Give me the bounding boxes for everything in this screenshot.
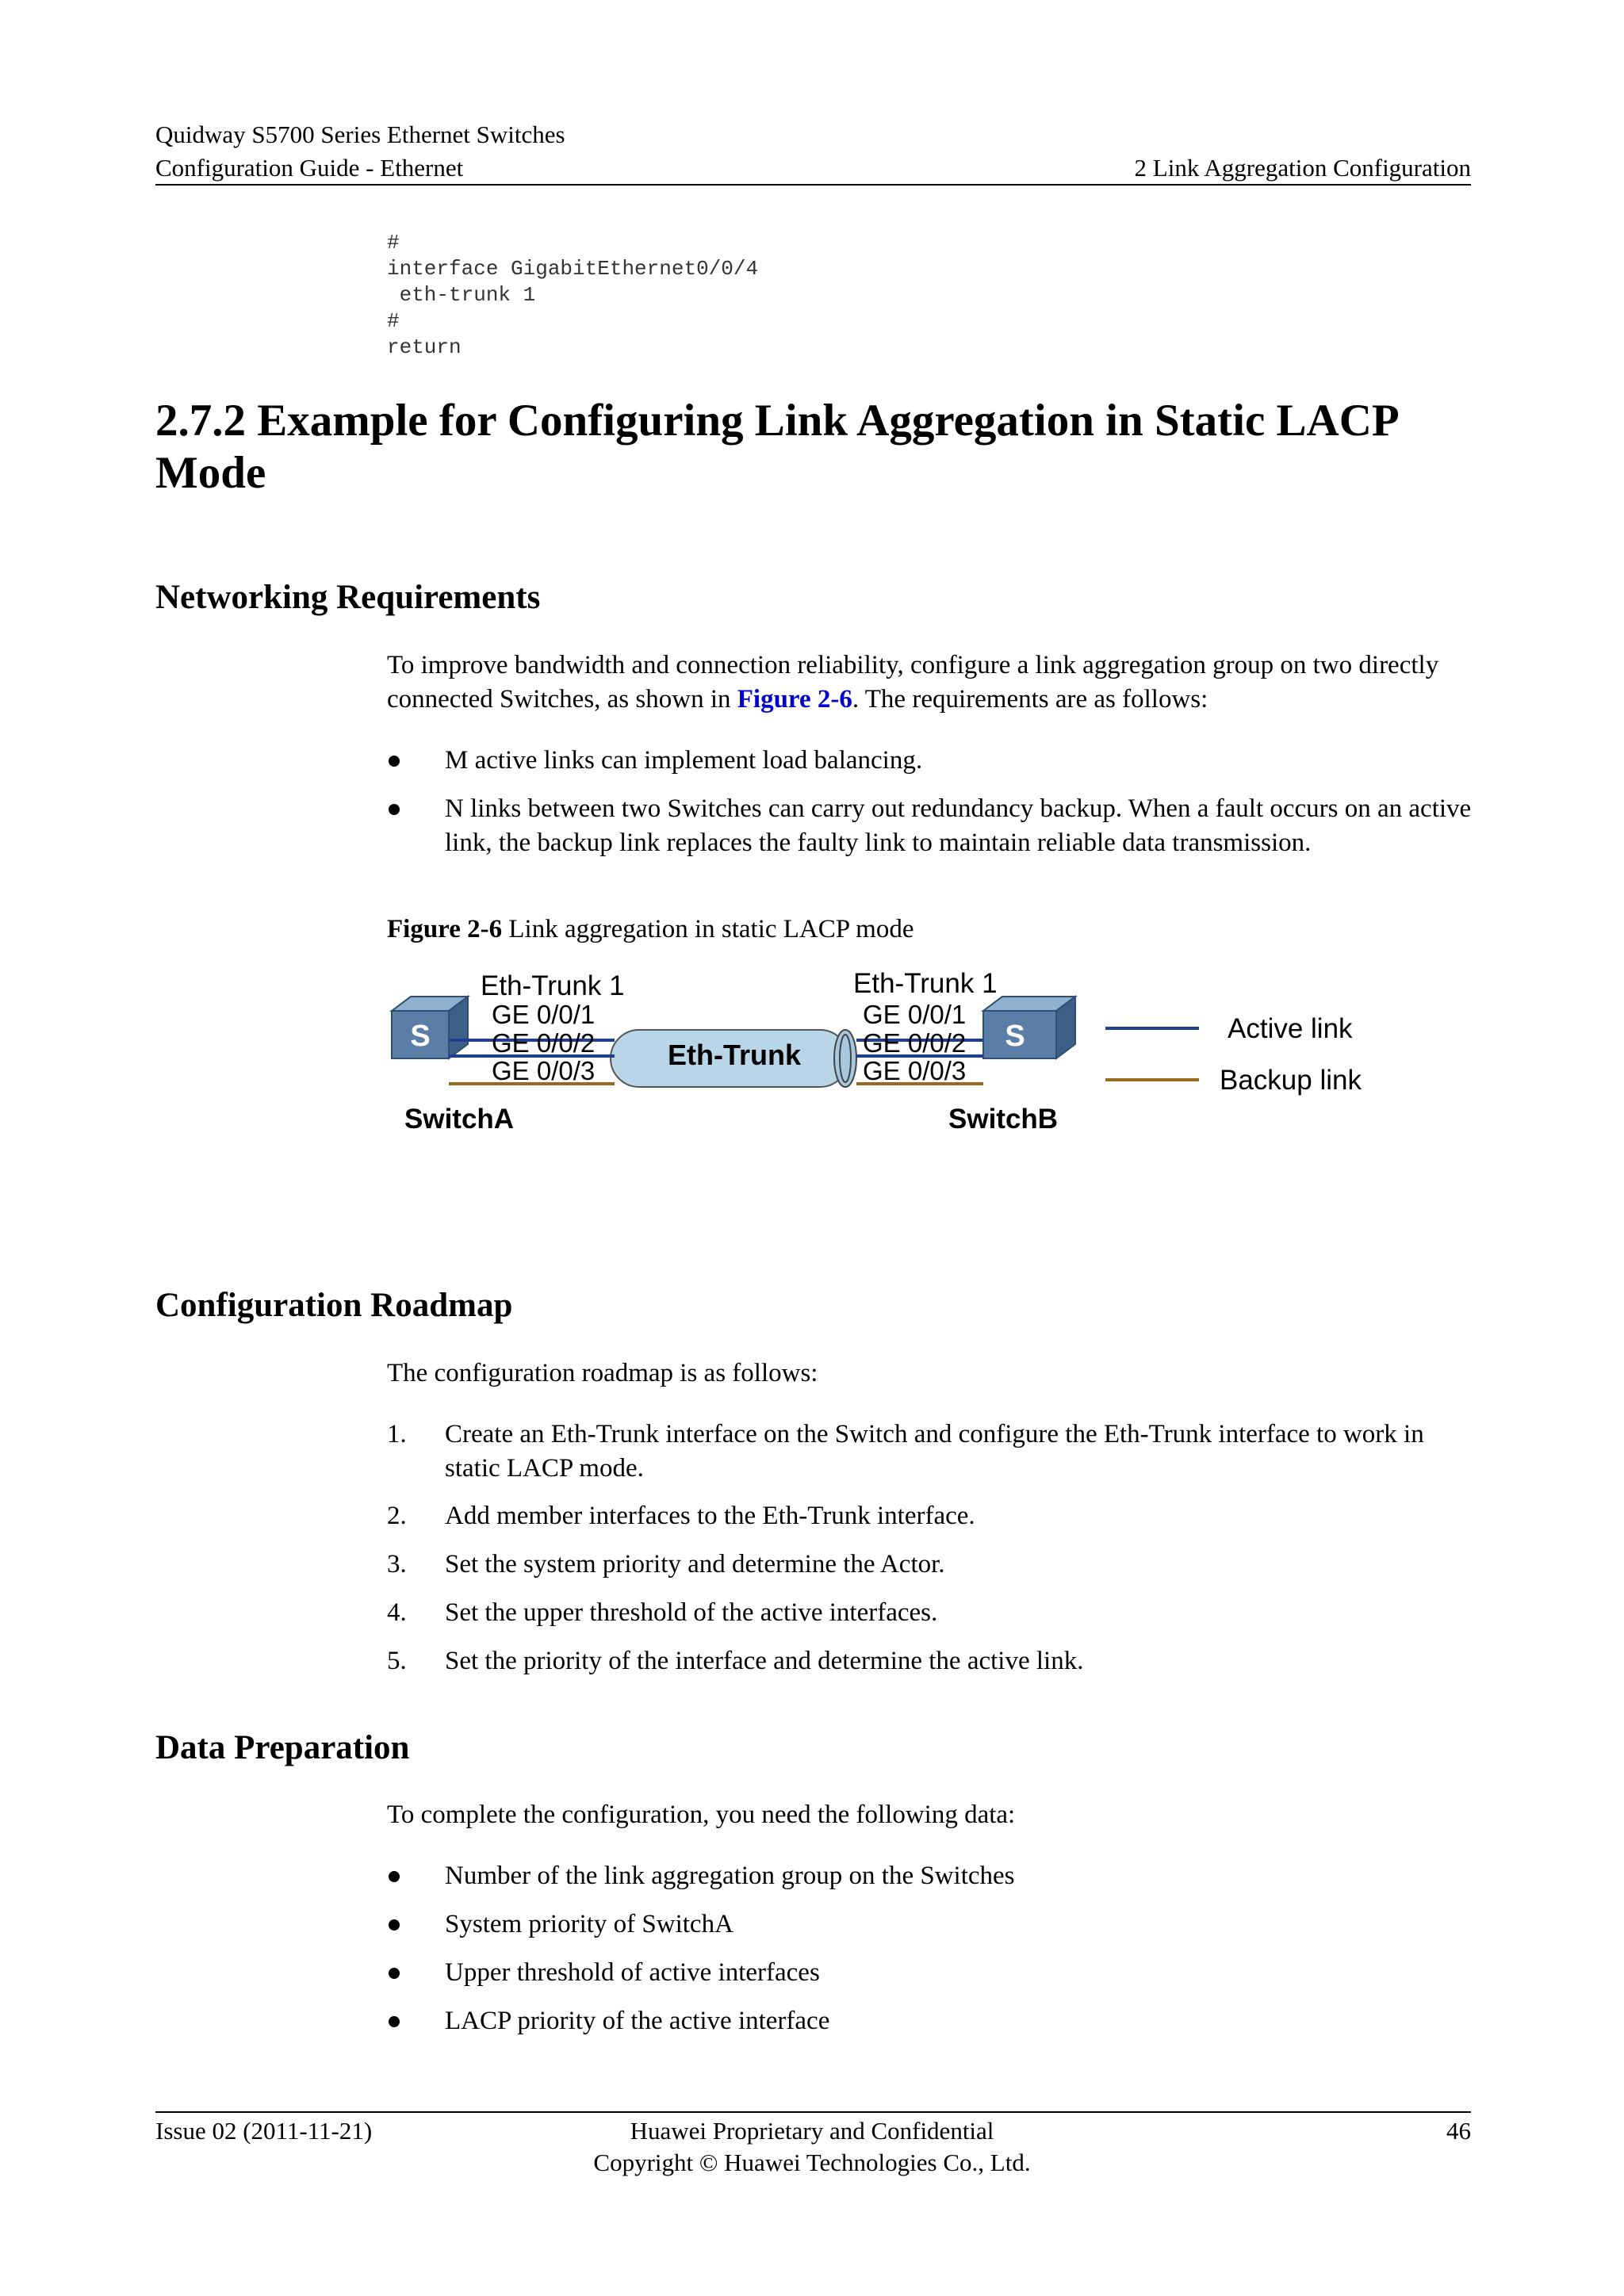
step-number: 1.	[387, 1420, 407, 1448]
data-prep-bullet: LACP priority of the active interface	[445, 2007, 830, 2035]
roadmap-heading: Configuration Roadmap	[155, 1287, 513, 1324]
data-prep-bullet: Number of the link aggregation group on the Switches	[445, 1862, 1015, 1890]
code-block	[387, 230, 758, 361]
step-number: 4.	[387, 1598, 407, 1627]
figure-caption-label: Figure 2-6	[387, 915, 503, 943]
switch-a-letter: S	[410, 1020, 431, 1053]
left-port-label: GE 0/0/2	[492, 1028, 596, 1058]
switch-b-icon	[983, 997, 1075, 1058]
roadmap-step: Set the priority of the interface and determine the active link.	[445, 1647, 1084, 1675]
bullet-dot	[389, 1919, 400, 1931]
step-number: 5.	[387, 1647, 407, 1675]
header-rule	[155, 184, 1471, 186]
code-line: interface GigabitEthernet0/0/4	[387, 257, 759, 281]
bullet-dot	[389, 804, 400, 815]
header-doc-title: Quidway S5700 Series Ethernet Switches	[155, 121, 565, 148]
data-prep-intro: To complete the configuration, you need the following data:	[387, 1800, 1016, 1829]
networking-intro-text-end: . The requirements are as follows:	[852, 685, 1208, 714]
link-aggregation-diagram	[381, 955, 1380, 1146]
code-line: return	[387, 335, 462, 359]
footer-confidential: Huawei Proprietary and Confidential	[630, 2117, 994, 2145]
switch-a-label: SwitchA	[404, 1104, 515, 1135]
left-trunk-label: Eth-Trunk 1	[481, 970, 625, 1001]
section-title-line1: 2.7.2 Example for Configuring Link Aggregation in Static LACP	[155, 396, 1400, 446]
left-port-label: GE 0/0/3	[492, 1056, 596, 1085]
networking-bullet: M active links can implement load balancing.	[445, 746, 923, 775]
networking-heading: Networking Requirements	[155, 579, 541, 616]
figure-2-6-link[interactable]: Figure 2-6	[737, 685, 852, 714]
code-line: #	[387, 231, 400, 254]
bullet-dot	[389, 1968, 400, 1979]
bullet-dot	[389, 1871, 400, 1882]
roadmap-step: Add member interfaces to the Eth-Trunk interface.	[445, 1502, 975, 1530]
section-title	[155, 395, 1503, 499]
figure-caption-text: Link aggregation in static LACP mode	[502, 915, 914, 943]
right-trunk-label: Eth-Trunk 1	[853, 968, 998, 999]
switch-b-label: SwitchB	[948, 1104, 1059, 1135]
switch-a-icon	[392, 997, 468, 1058]
code-line: #	[387, 309, 400, 333]
header-chapter-title: 2 Link Aggregation Configuration	[1134, 154, 1471, 182]
footer-issue: Issue 02 (2011-11-21)	[155, 2117, 373, 2145]
data-prep-bullet: Upper threshold of active interfaces	[445, 1958, 820, 1987]
legend-backup-label: Backup link	[1220, 1065, 1362, 1096]
networking-intro-text: To improve bandwidth and connection reliability, configure a link aggregation group on two directly connected Switches, as shown in	[387, 651, 1439, 714]
code-line: eth-trunk 1	[387, 283, 536, 307]
data-prep-bullet: System priority of SwitchA	[445, 1910, 733, 1938]
roadmap-step: Set the upper threshold of the active interfaces.	[445, 1598, 938, 1627]
right-port-label: GE 0/0/2	[863, 1028, 967, 1058]
section-title-line2: Mode	[155, 448, 266, 498]
right-port-label: GE 0/0/3	[863, 1056, 967, 1085]
step-number: 3.	[387, 1550, 407, 1578]
switch-b-letter: S	[1005, 1020, 1025, 1053]
footer-copyright: Copyright © Huawei Technologies Co., Ltd.	[593, 2149, 1031, 2176]
footer-rule	[155, 2111, 1471, 2113]
networking-intro	[387, 649, 1473, 717]
roadmap-intro: The configuration roadmap is as follows:	[387, 1359, 818, 1387]
roadmap-step: Create an Eth-Trunk interface on the Switch and configure the Eth-Trunk interface to work in static LACP mode.	[445, 1420, 1424, 1483]
data-prep-heading: Data Preparation	[155, 1729, 410, 1766]
tube-label: Eth-Trunk	[668, 1039, 801, 1071]
roadmap-step: Set the system priority and determine the Actor.	[445, 1550, 945, 1578]
footer-page-number: 46	[1446, 2117, 1471, 2145]
right-port-label: GE 0/0/1	[863, 1000, 967, 1029]
bullet-dot	[389, 2016, 400, 2027]
bullet-dot	[389, 756, 400, 767]
figure-caption	[387, 913, 914, 947]
left-port-label: GE 0/0/1	[492, 1000, 596, 1029]
legend-active-label: Active link	[1228, 1013, 1353, 1044]
step-number: 2.	[387, 1502, 407, 1530]
networking-bullet: N links between two Switches can carry out redundancy backup. When a fault occurs on an active link, the backup link replaces the faulty link to maintain reliable data transmission.	[445, 794, 1472, 857]
header-guide-title: Configuration Guide - Ethernet	[155, 154, 464, 182]
